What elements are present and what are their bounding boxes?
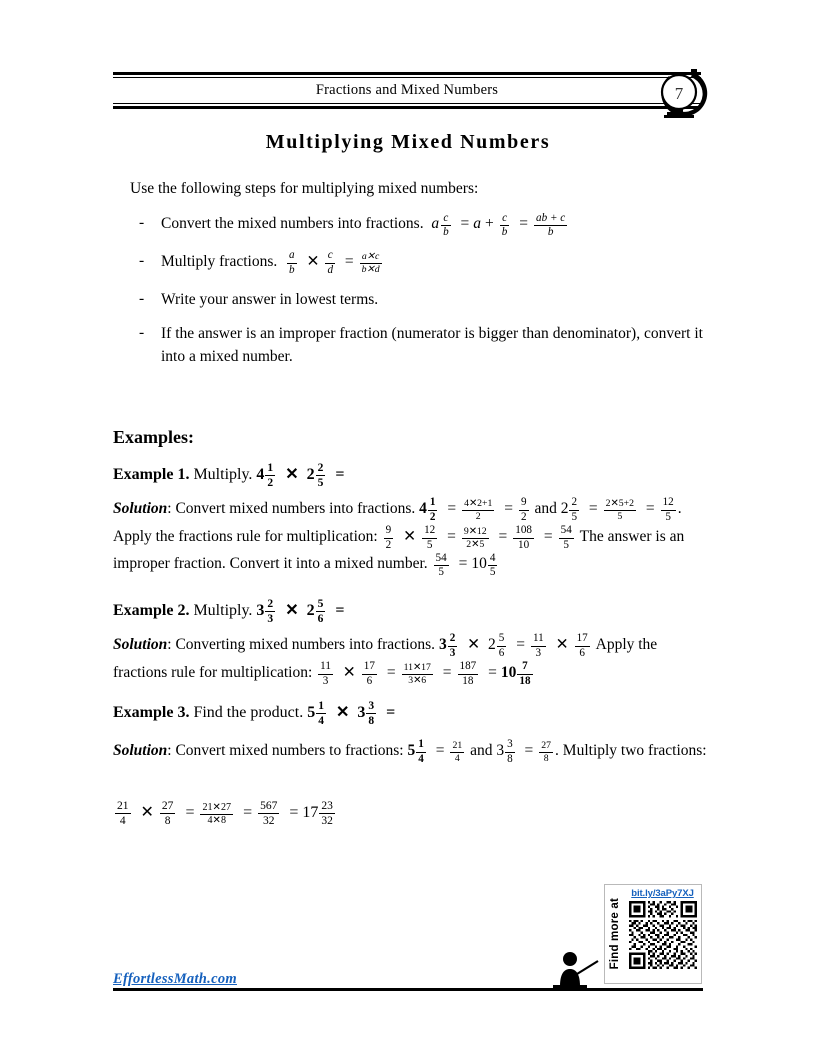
- example-3-solution-line-2: Multiply two fractions:: [562, 742, 707, 759]
- steps-list: [113, 212, 703, 367]
- list-item-text: If the answer is an improper fraction (numerator is bigger than denominator), convert it into a mixed number.: [161, 324, 703, 365]
- globe-icon: [653, 66, 709, 122]
- example-3-step-2: $\frac{21}{4}$ ✕ $\frac{27}{8}$ = $\frac{21✕27}{4✕8}$ = $\frac{567}{32}$ = 17 $\frac{23}{32}$: [117, 800, 333, 828]
- example-1-solution-line-3: The answer is an improper fraction. Convert it into a mixed number.: [113, 527, 685, 573]
- example-2-solution-line-1: Converting mixed numbers into fractions.: [175, 636, 436, 653]
- example-3-label: Example 3.: [113, 703, 190, 721]
- chapter-title: Fractions and Mixed Numbers: [315, 82, 499, 98]
- example-3-solution: [113, 738, 708, 766]
- promo-side-text: [605, 885, 624, 983]
- example-2-title: [113, 598, 705, 625]
- list-item: [139, 250, 703, 277]
- example-2-solution-line-2: Apply the fractions rule for multiplication:: [113, 636, 658, 681]
- example-2-solution-text: Solution: Converting mixed numbers into fractions. 3 $\frac{2}{3}$ ✕ 2 $\frac{5}{6}$ = $\frac{11}{3}$ ✕ $\frac{17}{6}$ Apply the fractions rule for multiplication: $\frac{11}{3}$ ✕ $\frac{17}{6}$ = $\frac{11✕17}{3✕6}$ = $\frac{187}{18}$ = 10 $\frac{7}{18}$: [113, 632, 658, 687]
- example-2-step-2: $\frac{11}{3}$ ✕ $\frac{17}{6}$ = $\frac{11✕17}{3✕6}$ = $\frac{187}{18}$ = 10 $\frac{7}{18}$: [320, 659, 531, 687]
- header-bottom-rule-thin: [113, 103, 701, 104]
- steps-section: [113, 178, 703, 379]
- example-1-step-3: $\frac{54}{5}$ = 10 $\frac{4}{5}$: [435, 551, 496, 579]
- footer-rule: [113, 988, 703, 991]
- list-item-text: Write your answer in lowest terms.: [161, 290, 379, 308]
- list-item-label: [161, 212, 703, 239]
- promo-side-label: Find more at: [608, 898, 621, 970]
- teacher-silhouette-icon: [553, 948, 601, 990]
- promo-short-link[interactable]: bit.ly/3aPy7XJ: [631, 888, 694, 899]
- example-1-expression: 4 $\frac{1}{2}$ ✕ 2 $\frac{2}{5}$ =: [256, 462, 345, 490]
- examples-heading: Examples:: [113, 427, 194, 447]
- example-1-label: Example 1.: [113, 465, 190, 483]
- example-1-prompt: Multiply.: [193, 465, 253, 483]
- solution-label: Solution: [113, 636, 168, 653]
- qr-code-icon: [629, 901, 697, 969]
- list-item: [139, 322, 703, 368]
- example-2-solution: [113, 632, 705, 687]
- example-1-solution-line-2: Apply the fractions rule for multiplication:: [113, 527, 378, 545]
- example-1-problem: [113, 462, 705, 489]
- svg-text:7: 7: [674, 84, 684, 103]
- intro-text: Use the following steps for multiplying mixed numbers:: [130, 180, 479, 197]
- page-title: Multiplying Mixed Numbers: [265, 131, 551, 153]
- example-3-final-calculation: [113, 800, 705, 827]
- example-1-solution-line-1: Convert mixed numbers into fractions.: [175, 500, 416, 517]
- bullet-marker: -: [139, 323, 145, 341]
- example-3-solution-text: Solution: Convert mixed numbers to fractions: 5 $\frac{1}{4}$ = $\frac{21}{4}$ and 3 $\frac{3}{8}$ = $\frac{27}{8}$ . Multiply two fractions:: [113, 738, 707, 765]
- solution-label: Solution: [113, 500, 168, 517]
- page-header: [113, 72, 701, 109]
- example-2-problem: [113, 598, 705, 625]
- promo-box[interactable]: [604, 884, 702, 984]
- list-item-text: Convert the mixed numbers into fractions.: [161, 215, 424, 233]
- promo-content: [624, 885, 701, 983]
- example-3-title: [113, 700, 705, 727]
- solution-label: Solution: [113, 742, 168, 759]
- site-link[interactable]: EffortlessMath.com: [113, 971, 237, 987]
- list-item: [139, 212, 703, 239]
- bullet-marker: -: [139, 289, 145, 307]
- list-item-text: Multiply fractions.: [161, 253, 278, 271]
- example-1-solution: [113, 496, 705, 579]
- bullet-marker: -: [139, 214, 145, 232]
- example-2-prompt: Multiply.: [193, 601, 253, 619]
- example-2-expression: 3 $\frac{2}{3}$ ✕ 2 $\frac{5}{6}$ =: [256, 598, 345, 626]
- example-2-label: Example 2.: [113, 601, 190, 619]
- example-1-title: [113, 462, 705, 489]
- formula-multiply-fractions: $\frac{a}{b}$ ✕ $\frac{c}{d}$ = $\frac{a✕c}{b✕d}$: [289, 249, 380, 277]
- bullet-marker: -: [139, 252, 145, 270]
- example-3-solution-line-1: Convert mixed numbers to fractions:: [175, 742, 404, 759]
- example-3-step-1: 5 $\frac{1}{4}$ = $\frac{21}{4}$ and 3 $\frac{3}{8}$ = $\frac{27}{8}$ .: [407, 738, 563, 765]
- example-2-step-1: 3 $\frac{2}{3}$ ✕ 2 $\frac{5}{6}$ = $\frac{11}{3}$ ✕ $\frac{17}{6}$: [438, 632, 588, 659]
- example-3-prompt: Find the product.: [193, 703, 304, 721]
- example-1-step-1: 4 $\frac{1}{2}$ = $\frac{4✕2+1}{2}$ = $\frac{9}{2}$ and 2 $\frac{2}{5}$ = $\frac{2✕5+2}{5}$ = $\frac{12}{5}$ .: [419, 496, 682, 523]
- header-top-rule-thick: [113, 72, 701, 75]
- list-item-label: [161, 250, 703, 277]
- list-item: [139, 288, 703, 311]
- example-3-expression: 5 $\frac{1}{4}$ ✕ 3 $\frac{3}{8}$ =: [307, 700, 396, 728]
- example-1-solution-text: Solution: Convert mixed numbers into fractions. 4 $\frac{1}{2}$ = $\frac{4✕2+1}{2}$ = $\frac{9}{2}$ and 2 $\frac{2}{5}$ = $\frac{2✕5+2}{5}$ = $\frac{12}{5}$ . Apply the fractions rule for multiplication: $\frac{9}{2}$ ✕ $\frac{12}{5}$ = $\frac{9✕12}{2✕5}$ = $\frac{108}{10}$ = $\frac{54}{5}$ The answer is an improper fraction. Convert it into a mixed number. $\frac{54}{5}$ = 10 $\frac{4}{5}$: [113, 496, 685, 579]
- header-bottom-rule-thick: [113, 106, 701, 109]
- example-3-problem: [113, 700, 705, 727]
- formula-mixed-to-fraction: a $\frac{c}{b}$ = a + $\frac{c}{b}$ = $\frac{ab + c}{b}$: [431, 211, 566, 239]
- example-1-step-2: $\frac{9}{2}$ ✕ $\frac{12}{5}$ = $\frac{9✕12}{2✕5}$ = $\frac{108}{10}$ = $\frac{54}{5}$: [385, 523, 572, 551]
